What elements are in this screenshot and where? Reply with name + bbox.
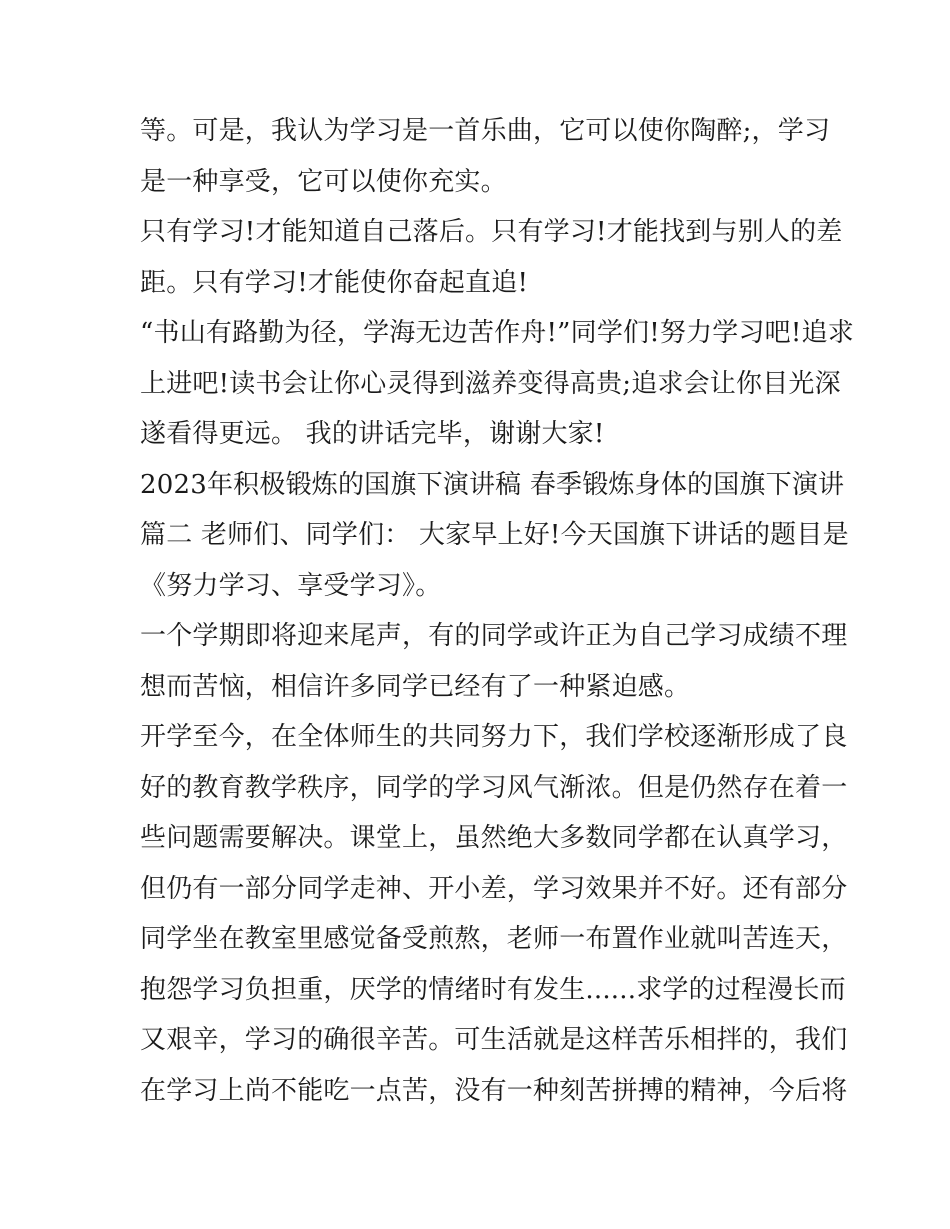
text-line: 又艰辛，学习的确很辛苦。可生活就是这样苦乐相拌的，我们 [140,1025,848,1055]
text-line: 好的教育教学秩序，同学的学习风气渐浓。但是仍然存在着一 [140,772,848,803]
text-line: 距。只有学习!才能使你奋起直追! [140,267,529,298]
text-line: 只有学习!才能知道自己落后。只有学习!才能找到与别人的差 [140,217,843,247]
text-line: 一个学期即将迎来尾声，有的同学或许正为自己学习成绩不理 [140,621,848,651]
text-line: 遂看得更远。 我的讲话完毕，谢谢大家! [140,419,605,449]
text-line: 抱怨学习负担重，厌学的情绪时有发生......求学的过程漫长而 [140,974,846,1005]
text-line: 开学至今，在全体师生的共同努力下，我们学校逐渐形成了良 [140,722,848,752]
text-line: 但仍有一部分同学走神、开小差，学习效果并不好。还有部分 [140,873,848,904]
text-line: 篇二 老师们、同学们： 大家早上好!今天国旗下讲话的题目是 [140,520,849,550]
text-line: 上进吧!读书会让你心灵得到滋养变得高贵;追求会让你目光深 [140,368,841,399]
text-line: 2023年积极锻炼的国旗下演讲稿 春季锻炼身体的国旗下演讲 [140,469,845,500]
text-line: 是一种享受，它可以使你充实。 [140,166,507,197]
text-line: 等。可是，我认为学习是一首乐曲，它可以使你陶醉;，学习 [140,116,831,146]
text-line: 些问题需要解决。课堂上，虽然绝大多数同学都在认真学习， [140,823,848,853]
text-line: 同学坐在教室里感觉备受煎熬，老师一布置作业就叫苦连天， [140,924,848,954]
text-line: 《努力学习、享受学习》。 [140,570,442,601]
body-text [140,106,854,1116]
text-line: 想而苦恼，相信许多同学已经有了一种紧迫感。 [140,671,691,702]
text-line: 在学习上尚不能吃一点苦，没有一种刻苦拼搏的精神，今后将 [140,1075,848,1106]
text-line: “书山有路勤为径，学海无边苦作舟!”同学们!努力学习吧!追求 [140,318,854,348]
